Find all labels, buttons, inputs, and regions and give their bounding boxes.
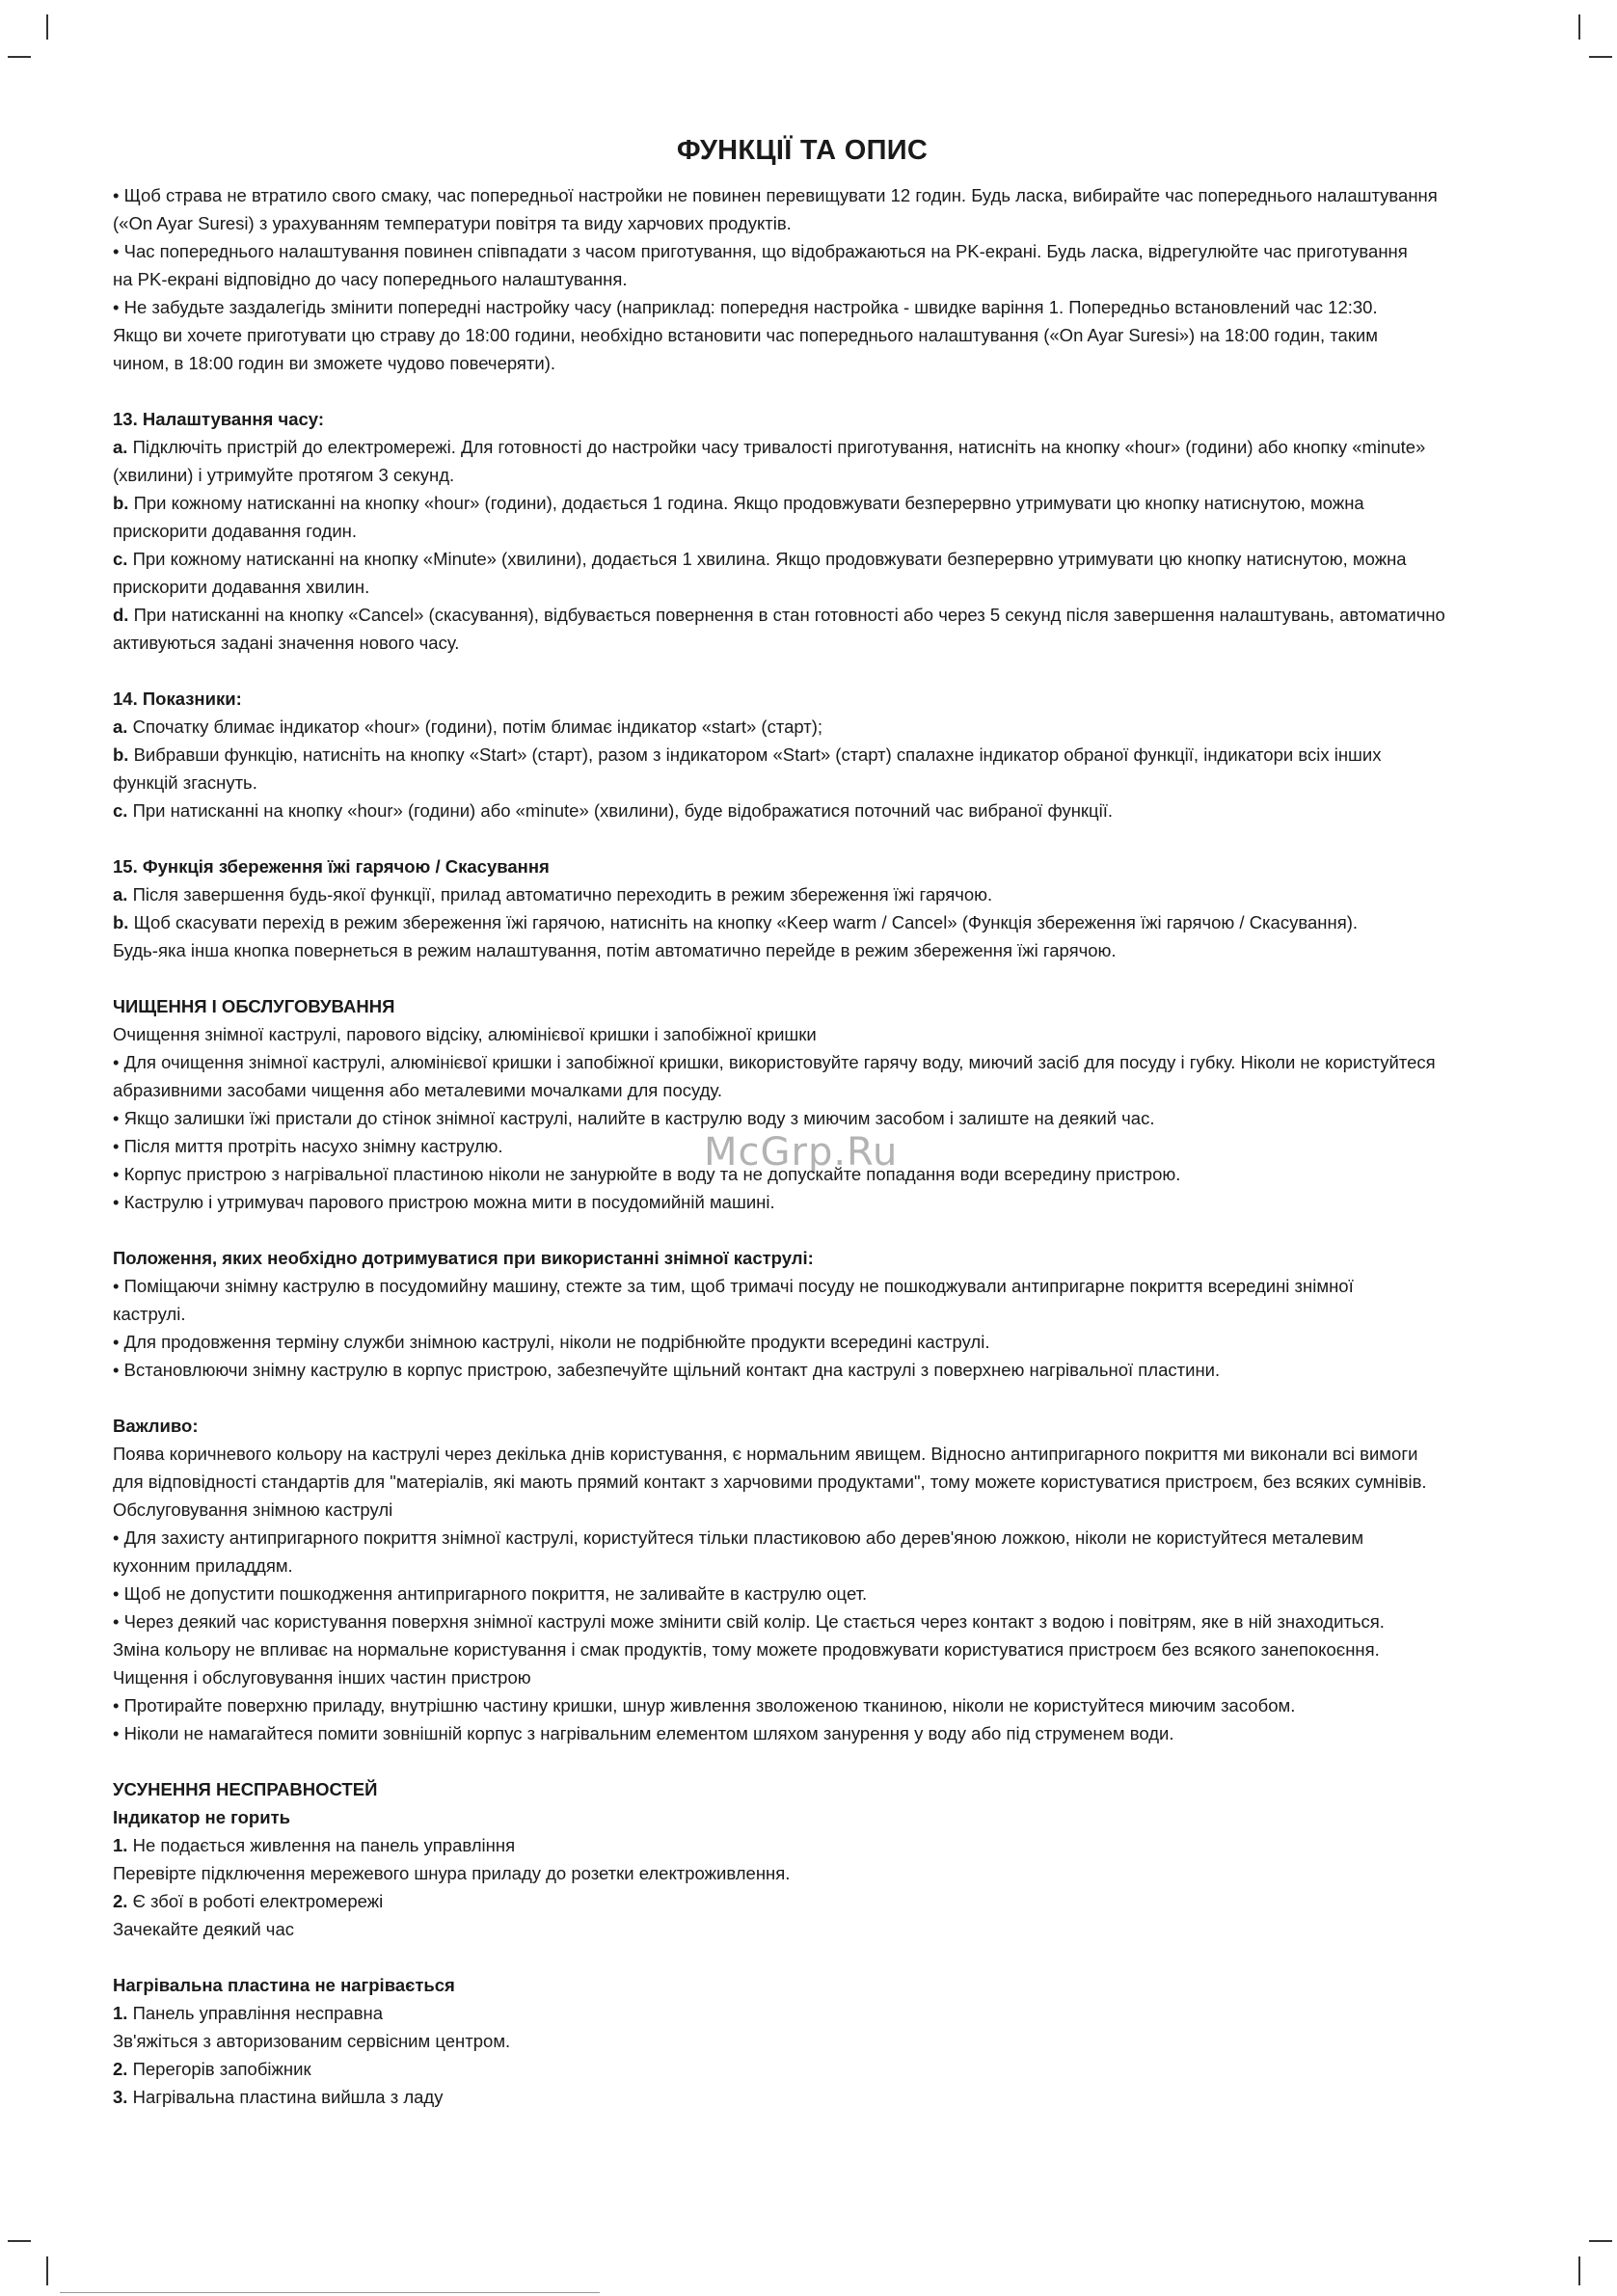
item-marker: b. xyxy=(113,912,129,932)
section-time-setting xyxy=(113,405,1492,657)
list-item xyxy=(113,880,1492,908)
crop-mark xyxy=(1578,2256,1580,2285)
item-marker: a. xyxy=(113,437,128,457)
item-marker: a. xyxy=(113,884,128,905)
paragraph-line: (хвилини) і утримуйте протягом 3 секунд. xyxy=(113,465,455,485)
item-text: Не подається живлення на панель управління xyxy=(132,1835,516,1855)
item-text: При натисканні на кнопку «hour» (години) або «minute» (хвилини), буде відображатися поточний час вибраної функції. xyxy=(132,800,1114,821)
item-text: Після завершення будь-якої функції, прилад автоматично переходить в режим збереження їжі гарячою. xyxy=(132,884,993,905)
list-item xyxy=(113,545,1492,573)
paragraph-line: • Ніколи не намагайтеся помити зовнішній корпус з нагрівальним елементом шляхом занурення у воду або під струменем води. xyxy=(113,1723,1174,1743)
paragraph-line: Зміна кольору не впливає на нормальне користування і смак продуктів, тому можете продовжувати користуватися пристроєм без всякого занепокоєння. xyxy=(113,1639,1380,1660)
paragraph-line: кухонним приладдям. xyxy=(113,1555,293,1576)
paragraph-line: • Протирайте поверхню приладу, внутрішню частину кришки, шнур живлення зволоженою тканиною, ніколи не користуйтеся миючим засобом. xyxy=(113,1695,1296,1715)
subsection-heading: Нагрівальна пластина не нагрівається xyxy=(113,1975,455,1995)
item-text: При кожному натисканні на кнопку «hour» (години), додається 1 година. Якщо продовжувати безперервно утримувати цю кнопку натиснутою, можна xyxy=(133,493,1364,513)
paragraph-line: • Щоб не допустити пошкодження антипригарного покриття, не заливайте в каструлю оцет. xyxy=(113,1583,868,1604)
crop-mark xyxy=(46,2256,48,2285)
list-item xyxy=(113,713,1492,741)
paragraph-line: каструлі. xyxy=(113,1304,186,1324)
section-heading: УСУНЕННЯ НЕСПРАВНОСТЕЙ xyxy=(113,1779,378,1799)
paragraph-line: на PK-екрані відповідно до часу попереднього налаштування. xyxy=(113,269,628,289)
item-text: Перегорів запобіжник xyxy=(132,2059,311,2079)
item-text: Панель управління несправна xyxy=(132,2003,384,2023)
item-marker: 1. xyxy=(113,2003,128,2023)
paragraph-line: • Не забудьте заздалегідь змінити попередні настройку часу (наприклад: попередня настройка - швидке варіння 1. Попередньо встановлений час 12:30. xyxy=(113,297,1378,317)
item-marker: a. xyxy=(113,716,128,737)
document-page xyxy=(113,125,1492,2111)
paragraph-line: Очищення знімної каструлі, парового відсіку, алюмінієвої кришки і запобіжної кришки xyxy=(113,1024,817,1044)
section-positions xyxy=(113,1244,1492,1384)
paragraph-line: • Поміщаючи знімну каструлю в посудомийну машину, стежте за тим, щоб тримачі посуду не пошкоджували антипригарне покриття всередині знімної xyxy=(113,1276,1354,1296)
paragraph-line: • Для продовження терміну служби знімною каструлі, ніколи не подрібнюйте продукти всередині каструлі. xyxy=(113,1332,990,1352)
list-item xyxy=(113,1831,1492,1859)
paragraph-line: • Для захисту антипригарного покриття знімної каструлі, користуйтеся тільки пластиковою або дерев'яною ложкою, ніколи не користуйтеся металевим xyxy=(113,1527,1364,1548)
paragraph-line: • Після миття протріть насухо знімну каструлю. xyxy=(113,1136,503,1156)
bottom-rule xyxy=(60,2292,600,2293)
list-item xyxy=(113,797,1492,824)
crop-mark xyxy=(1589,56,1612,58)
item-marker: 2. xyxy=(113,2059,128,2079)
paragraph-line: («On Ayar Suresi) з урахуванням температури повітря та виду харчових продуктів. xyxy=(113,213,792,233)
item-marker: c. xyxy=(113,800,128,821)
section-heading: 14. Показники: xyxy=(113,689,242,709)
paragraph-line: прискорити додавання годин. xyxy=(113,521,358,541)
paragraph-line: для відповідності стандартів для "матеріалів, які мають прямий контакт з харчовими продуктами", тому можете користуватися пристроєм, без всяких сумнівів. xyxy=(113,1472,1427,1492)
paragraph-line: • Для очищення знімної каструлі, алюмінієвої кришки і запобіжної кришки, використовуйте гарячу воду, миючий засіб для посуду і губку. Ніколи не користуйтеся xyxy=(113,1052,1436,1072)
item-text: Є збої в роботі електромережі xyxy=(132,1891,384,1911)
list-item xyxy=(113,908,1492,936)
paragraph-line: • Через деякий час користування поверхня знімної каструлі може змінити свій колір. Це стається через контакт з водою і повітрям, яке в ній знаходиться. xyxy=(113,1611,1385,1632)
watermark: McGrp.Ru xyxy=(704,1130,899,1175)
item-text: Підключіть пристрій до електромережі. Для готовності до настройки часу тривалості приготування, натисніть на кнопку «hour» (години) або кнопку «minute» xyxy=(132,437,1426,457)
paragraph-line: Якщо ви хочете приготувати цю страву до 18:00 години, необхідно встановити час попереднього налаштування («On Ayar Suresi») на 18:00 годин, таким xyxy=(113,325,1378,345)
item-text: Щоб скасувати перехід в режим збереження їжі гарячою, натисніть на кнопку «Keep warm / Cancel» (Функція збереження їжі гарячою / Скасування). xyxy=(133,912,1359,932)
paragraph-line: Обслуговування знімною каструлі xyxy=(113,1499,393,1520)
paragraph-line: чином, в 18:00 годин ви зможете чудово повечеряти). xyxy=(113,353,556,373)
section-heading: Положення, яких необхідно дотримуватися при використанні знімної каструлі: xyxy=(113,1248,814,1268)
paragraph-line: Зачекайте деякий час xyxy=(113,1919,294,1939)
paragraph-line: Поява коричневого кольору на каструлі через декілька днів користування, є нормальним явищем. Відносно антипригарного покриття ми виконали всі вимоги xyxy=(113,1444,1418,1464)
section-troubleshooting xyxy=(113,1775,1492,2111)
item-text: Нагрівальна пластина вийшла з ладу xyxy=(132,2087,444,2107)
item-marker: c. xyxy=(113,549,128,569)
list-item xyxy=(113,433,1492,461)
paragraph-line: Перевірте підключення мережевого шнура приладу до розетки електроживлення. xyxy=(113,1863,791,1883)
item-text: Спочатку блимає індикатор «hour» (години), потім блимає індикатор «start» (старт); xyxy=(132,716,823,737)
paragraph-line: • Щоб страва не втратило свого смаку, час попередньої настройки не повинен перевищувати 12 годин. Будь ласка, вибирайте час попереднього налаштування xyxy=(113,185,1438,205)
section-heading: 15. Функція збереження їжі гарячою / Скасування xyxy=(113,856,550,877)
section-indicators xyxy=(113,685,1492,824)
item-marker: b. xyxy=(113,744,129,765)
list-item xyxy=(113,601,1492,629)
item-marker: b. xyxy=(113,493,129,513)
crop-mark xyxy=(8,2240,31,2242)
section-heading: 13. Налаштування часу: xyxy=(113,409,325,429)
page-title: ФУНКЦІЇ ТА ОПИС xyxy=(676,135,929,166)
paragraph-line: • Каструлю і утримувач парового пристрою можна мити в посудомийній машині. xyxy=(113,1192,775,1212)
section-heading: ЧИЩЕННЯ І ОБСЛУГОВУВАННЯ xyxy=(113,996,395,1016)
item-marker: d. xyxy=(113,605,129,625)
section-important xyxy=(113,1412,1492,1747)
paragraph-line: • Корпус пристрою з нагрівальної пластиною ніколи не занурюйте в воду та не допускайте попадання води всередину пристрою. xyxy=(113,1164,1181,1184)
item-marker: 1. xyxy=(113,1835,128,1855)
crop-mark xyxy=(1578,14,1580,40)
paragraph-line: функцій згаснуть. xyxy=(113,772,257,793)
item-text: Вибравши функцію, натисніть на кнопку «Start» (старт), разом з індикатором «Start» (старт) спалахне індикатор обраної функції, індикатори всіх інших xyxy=(133,744,1382,765)
list-item xyxy=(113,489,1492,517)
section-keep-warm xyxy=(113,852,1492,964)
item-marker: 3. xyxy=(113,2087,128,2107)
section-cleaning xyxy=(113,992,1492,1216)
paragraph-line: абразивними засобами чищення або металевими мочалками для посуду. xyxy=(113,1080,722,1100)
crop-mark xyxy=(8,56,31,58)
paragraph-line: прискорити додавання хвилин. xyxy=(113,577,370,597)
crop-mark xyxy=(1589,2240,1612,2242)
paragraph-line: • Встановлюючи знімну каструлю в корпус пристрою, забезпечуйте щільний контакт дна каструлі з поверхнею нагрівальної пластини. xyxy=(113,1360,1221,1380)
paragraph-line: • Якщо залишки їжі пристали до стінок знімної каструлі, налийте в каструлю воду з миючим засобом і залиште на деякий час. xyxy=(113,1108,1155,1128)
paragraph-line: Зв'яжіться з авторизованим сервісним центром. xyxy=(113,2031,511,2051)
paragraph-line: Будь-яка інша кнопка повернеться в режим налаштування, потім автоматично перейде в режим збереження їжі гарячою. xyxy=(113,940,1117,960)
item-text: При натисканні на кнопку «Cancel» (скасування), відбувається повернення в стан готовності або через 5 секунд після завершення налаштувань, автоматично xyxy=(133,605,1445,625)
list-item xyxy=(113,1887,1492,1915)
item-marker: 2. xyxy=(113,1891,128,1911)
crop-mark xyxy=(46,14,48,40)
intro-section xyxy=(113,181,1492,377)
list-item xyxy=(113,741,1492,769)
section-heading: Важливо: xyxy=(113,1416,199,1436)
list-item xyxy=(113,1999,1492,2027)
paragraph-line: • Час попереднього налаштування повинен співпадати з часом приготування, що відображаються на PK-екрані. Будь ласка, відрегулюйте час приготування xyxy=(113,241,1408,261)
paragraph-line: Чищення і обслуговування інших частин пристрою xyxy=(113,1667,531,1688)
paragraph-line: активуються задані значення нового часу. xyxy=(113,633,460,653)
list-item xyxy=(113,2083,1492,2111)
item-text: При кожному натисканні на кнопку «Minute» (хвилини), додається 1 хвилина. Якщо продовжувати безперервно утримувати цю кнопку натиснутою, можна xyxy=(132,549,1407,569)
subsection-heading: Індикатор не горить xyxy=(113,1807,291,1827)
list-item xyxy=(113,2055,1492,2083)
